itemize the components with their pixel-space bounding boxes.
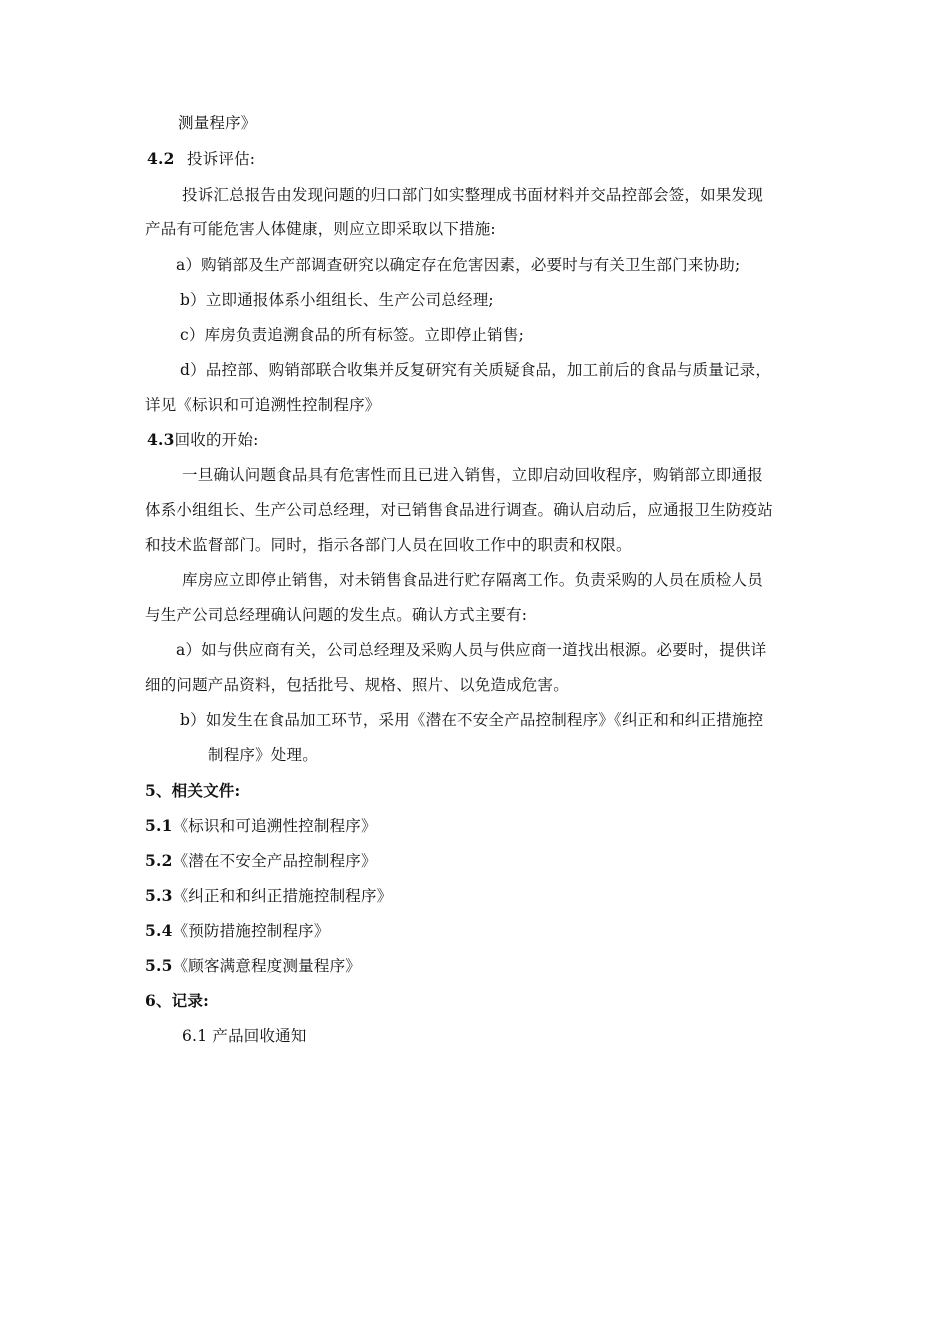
reference-title: 《预防措施控制程序》	[172, 922, 330, 940]
list-item: b）如发生在食品加工环节，采用《潜在不安全产品控制程序》《纠正和和纠正措施控	[180, 711, 764, 729]
list-item: d）品控部、购销部联合收集并反复研究有关质疑食品，加工前后的食品与质量记录，	[180, 361, 772, 379]
continuation-text: 测量程序》	[178, 114, 257, 132]
list-item: a）如与供应商有关，公司总经理及采购人员与供应商一道找出根源。必要时，提供详	[176, 641, 767, 659]
section-5-heading: 5、相关文件:	[145, 781, 241, 800]
list-item-continuation: 细的问题产品资料，包括批号、规格、照片、以免造成危害。	[145, 676, 569, 694]
paragraph-line: 体系小组组长、生产公司总经理，对已销售食品进行调查。确认启动后，应通报卫生防疫站	[145, 501, 774, 519]
reference-title: 《顾客满意程度测量程序》	[172, 957, 361, 975]
section-number: 4.2	[147, 149, 175, 168]
reference-number: 5.5	[145, 956, 173, 975]
paragraph-line: 和技术监督部门。同时，指示各部门人员在回收工作中的职责和权限。	[145, 536, 632, 554]
paragraph-line: 与生产公司总经理确认问题的发生点。确认方式主要有:	[145, 606, 528, 624]
list-item-continuation: 制程序》处理。	[208, 746, 318, 764]
reference-item	[145, 815, 377, 837]
reference-title: 《潜在不安全产品控制程序》	[172, 852, 377, 870]
section-title: 投诉评估:	[187, 150, 256, 168]
reference-title: 《纠正和和纠正措施控制程序》	[172, 887, 393, 905]
list-item: b）立即通报体系小组组长、生产公司总经理;	[180, 291, 494, 309]
reference-number: 5.4	[145, 921, 173, 940]
section-title: 回收的开始:	[174, 431, 259, 449]
paragraph-line: 产品有可能危害人体健康，则应立即采取以下措施:	[145, 220, 496, 238]
section-4-2-heading	[147, 148, 255, 170]
reference-title: 《标识和可追溯性控制程序》	[172, 817, 377, 835]
paragraph-line: 库房应立即停止销售，对未销售食品进行贮存隔离工作。负责采购的人员在质检人员	[182, 571, 763, 589]
paragraph-line: 投诉汇总报告由发现问题的归口部门如实整理成书面材料并交品控部会签，如果发现	[182, 186, 763, 204]
list-item: c）库房负责追溯食品的所有标签。立即停止销售;	[180, 326, 525, 344]
section-4-3-heading	[147, 429, 259, 451]
list-item: a）购销部及生产部调查研究以确定存在危害因素，必要时与有关卫生部门来协助;	[176, 256, 741, 274]
paragraph-line: 一旦确认问题食品具有危害性而且已进入销售，立即启动回收程序，购销部立即通报	[182, 466, 763, 484]
record-item: 6.1 产品回收通知	[182, 1027, 307, 1045]
reference-item	[145, 850, 377, 872]
reference-item	[145, 955, 361, 977]
reference-number: 5.1	[145, 816, 173, 835]
section-number: 4.3	[147, 430, 175, 449]
reference-item	[145, 920, 330, 942]
list-item-continuation: 详见《标识和可追溯性控制程序》	[145, 396, 381, 414]
reference-item	[145, 885, 392, 907]
section-6-heading: 6、记录:	[145, 991, 210, 1010]
reference-number: 5.3	[145, 886, 173, 905]
reference-number: 5.2	[145, 851, 173, 870]
